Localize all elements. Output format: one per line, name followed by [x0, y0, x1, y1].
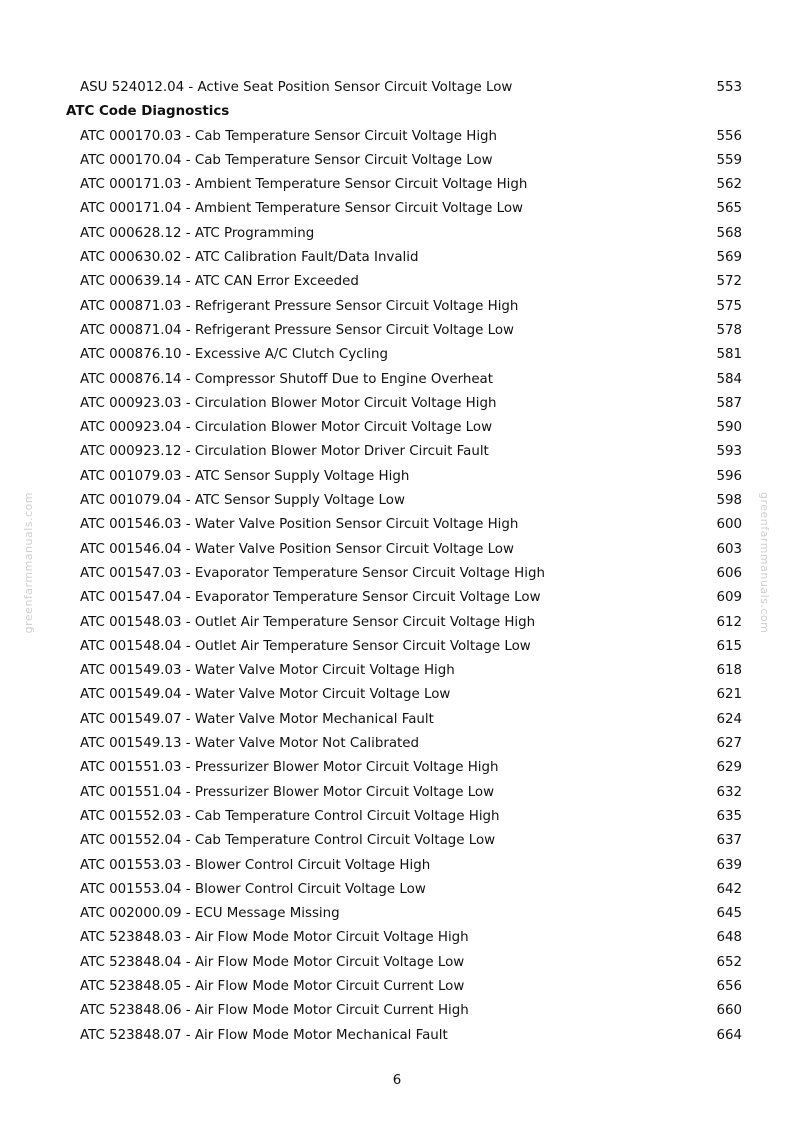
toc-entry[interactable] [0, 854, 794, 878]
toc-entry-title: ATC 001551.04 - Pressurizer Blower Motor Circuit Voltage Low [80, 784, 495, 800]
toc-entry[interactable] [0, 951, 794, 975]
toc-entry-page: 590 [716, 420, 742, 436]
toc-entry-title: ATC 000876.14 - Compressor Shutoff Due to Engine Overheat [80, 371, 494, 387]
toc-entry[interactable] [0, 197, 794, 221]
toc-entry-page: 612 [716, 614, 742, 630]
toc-entry-title: ATC 000876.10 - Excessive A/C Clutch Cycling [80, 347, 388, 363]
toc-entry[interactable] [0, 440, 794, 464]
toc-entry-title: ATC 000871.03 - Refrigerant Pressure Sensor Circuit Voltage High [80, 298, 519, 314]
toc-entry-title: ATC 000639.14 - ATC CAN Error Exceeded [80, 274, 359, 290]
toc-entry-title: ATC 001549.13 - Water Valve Motor Not Calibrated [80, 736, 420, 752]
toc-entry-page: 553 [716, 80, 742, 95]
toc-entry-title: ATC 001552.04 - Cab Temperature Control Circuit Voltage Low [80, 833, 496, 849]
toc-entry[interactable] [0, 902, 794, 926]
toc-entry[interactable] [0, 781, 794, 805]
toc-entry-title: ATC 523848.05 - Air Flow Mode Motor Circuit Current Low [80, 978, 465, 994]
toc-entry-page: 600 [716, 517, 742, 533]
toc-entry-title: ATC 001551.03 - Pressurizer Blower Motor Circuit Voltage High [80, 760, 499, 776]
toc-entry-title: ATC 001547.03 - Evaporator Temperature Sensor Circuit Voltage High [80, 565, 545, 581]
toc-entry-title: ATC 001549.04 - Water Valve Motor Circuit Voltage Low [80, 687, 451, 703]
toc-entry-page: 575 [716, 298, 742, 314]
toc-entry[interactable] [0, 975, 794, 999]
toc-entry-page: 559 [716, 152, 742, 168]
toc-entry-title: ATC 002000.09 - ECU Message Missing [80, 906, 340, 922]
toc-entry-page: 624 [716, 711, 742, 727]
toc-entry-page: 556 [716, 128, 742, 144]
toc-entry-page: 637 [716, 833, 742, 849]
toc-entry-page: 587 [716, 395, 742, 411]
toc-entry-page: 584 [716, 371, 742, 387]
toc-entry-list [0, 125, 794, 1048]
toc-entry-title: ATC 000923.03 - Circulation Blower Motor Circuit Voltage High [80, 395, 497, 411]
toc-entry-title: ATC 001079.04 - ATC Sensor Supply Voltage Low [80, 493, 405, 509]
toc-entry-title: ATC 523848.04 - Air Flow Mode Motor Circuit Voltage Low [80, 954, 465, 970]
toc-entry-page: 639 [716, 857, 742, 873]
toc-entry[interactable] [0, 999, 794, 1023]
toc-entry-title: ASU 524012.04 - Active Seat Position Sensor Circuit Voltage Low [80, 80, 513, 95]
toc-entry-title: ATC 000628.12 - ATC Programming [80, 225, 315, 241]
toc-entry-page: 603 [716, 541, 742, 557]
toc-entry-title: ATC 001546.03 - Water Valve Position Sensor Circuit Voltage High [80, 517, 519, 533]
toc-entry[interactable] [0, 149, 794, 173]
toc-entry-page: 578 [716, 322, 742, 338]
toc-entry-title: ATC 000171.04 - Ambient Temperature Sensor Circuit Voltage Low [80, 201, 523, 217]
toc-entry-title: ATC 001547.04 - Evaporator Temperature Sensor Circuit Voltage Low [80, 590, 541, 606]
toc-entry[interactable] [0, 222, 794, 246]
toc-entry-page: 618 [716, 663, 742, 679]
toc-entry-title: ATC 000630.02 - ATC Calibration Fault/Data Invalid [80, 250, 419, 266]
toc-entry[interactable] [0, 683, 794, 707]
toc-entry[interactable] [0, 76, 794, 100]
toc-entry-title: ATC 523848.07 - Air Flow Mode Motor Mechanical Fault [80, 1027, 448, 1043]
toc-entry-page: 572 [716, 274, 742, 290]
toc-entry-title: ATC 523848.03 - Air Flow Mode Motor Circuit Voltage High [80, 930, 469, 946]
toc-entry-title: ATC 523848.06 - Air Flow Mode Motor Circuit Current High [80, 1003, 469, 1019]
toc-entry[interactable] [0, 489, 794, 513]
toc-entry-page: 596 [716, 468, 742, 484]
toc-entry[interactable] [0, 416, 794, 440]
toc-entry-title: ATC 001552.03 - Cab Temperature Control Circuit Voltage High [80, 808, 500, 824]
toc-entry-page: 615 [716, 638, 742, 654]
toc-entry-page: 593 [716, 444, 742, 460]
toc-entry-page: 627 [716, 736, 742, 752]
toc-entry[interactable] [0, 125, 794, 149]
toc-entry[interactable] [0, 756, 794, 780]
toc-entry-page: 621 [716, 687, 742, 703]
watermark-right: greenfarmmanuals.com [758, 492, 771, 634]
toc-entry-title: ATC 001546.04 - Water Valve Position Sensor Circuit Voltage Low [80, 541, 514, 557]
toc-entry-page: 656 [716, 978, 742, 994]
toc-entry-page: 635 [716, 808, 742, 824]
toc-entry-page: 632 [716, 784, 742, 800]
toc-entry[interactable] [0, 708, 794, 732]
toc-entry[interactable] [0, 270, 794, 294]
toc-entry[interactable] [0, 343, 794, 367]
toc-entry[interactable] [0, 926, 794, 950]
toc-entry[interactable] [0, 538, 794, 562]
toc-entry-page: 652 [716, 954, 742, 970]
toc-entry[interactable] [0, 513, 794, 537]
toc-entry-page: 581 [716, 347, 742, 363]
page-number: 6 [392, 1073, 402, 1088]
table-of-contents [0, 76, 794, 1048]
toc-entry-title: ATC 000170.03 - Cab Temperature Sensor Circuit Voltage High [80, 128, 498, 144]
toc-entry-page: 598 [716, 493, 742, 509]
toc-entry[interactable] [0, 805, 794, 829]
toc-entry-page: 569 [716, 250, 742, 266]
toc-entry[interactable] [0, 732, 794, 756]
toc-entry[interactable] [0, 635, 794, 659]
toc-entry-page: 606 [716, 565, 742, 581]
toc-entry-page: 609 [716, 590, 742, 606]
toc-entry[interactable] [0, 173, 794, 197]
toc-entry-page: 642 [716, 881, 742, 897]
toc-entry-page: 664 [716, 1027, 742, 1043]
toc-entry[interactable] [0, 368, 794, 392]
toc-entry-title: ATC 001549.07 - Water Valve Motor Mechanical Fault [80, 711, 434, 727]
toc-entry[interactable] [0, 611, 794, 635]
toc-entry[interactable] [0, 829, 794, 853]
toc-entry-title: ATC 001548.04 - Outlet Air Temperature Sensor Circuit Voltage Low [80, 638, 531, 654]
toc-entry-page: 660 [716, 1003, 742, 1019]
toc-entry-title: ATC 001549.03 - Water Valve Motor Circuit Voltage High [80, 663, 455, 679]
toc-entry[interactable] [0, 562, 794, 586]
toc-entry-title: ATC 000923.04 - Circulation Blower Motor Circuit Voltage Low [80, 420, 493, 436]
toc-entry[interactable] [0, 878, 794, 902]
toc-entry-page: 648 [716, 930, 742, 946]
toc-entry[interactable] [0, 295, 794, 319]
toc-entry-title: ATC 001553.04 - Blower Control Circuit Voltage Low [80, 881, 426, 897]
toc-entry-page: 562 [716, 177, 742, 193]
toc-entry-title: ATC 001079.03 - ATC Sensor Supply Voltage High [80, 468, 410, 484]
toc-entry-page: 568 [716, 225, 742, 241]
toc-entry-title: ATC 001548.03 - Outlet Air Temperature Sensor Circuit Voltage High [80, 614, 536, 630]
toc-entry-title: ATC 001553.03 - Blower Control Circuit Voltage High [80, 857, 431, 873]
toc-entry[interactable] [0, 319, 794, 343]
toc-entry-page: 565 [716, 201, 742, 217]
section-heading [0, 100, 794, 124]
toc-entry-title: ATC 000170.04 - Cab Temperature Sensor Circuit Voltage Low [80, 152, 493, 168]
section-heading-text: ATC Code Diagnostics [66, 104, 230, 120]
toc-entry[interactable] [0, 392, 794, 416]
toc-entry-title: ATC 000171.03 - Ambient Temperature Sensor Circuit Voltage High [80, 177, 528, 193]
toc-entry-title: ATC 000871.04 - Refrigerant Pressure Sensor Circuit Voltage Low [80, 322, 515, 338]
toc-entry-page: 629 [716, 760, 742, 776]
toc-entry[interactable] [0, 465, 794, 489]
toc-entry-page: 645 [716, 906, 742, 922]
toc-entry[interactable] [0, 1024, 794, 1048]
toc-entry-title: ATC 000923.12 - Circulation Blower Motor Driver Circuit Fault [80, 444, 489, 460]
toc-entry[interactable] [0, 659, 794, 683]
watermark-left: greenfarmmanuals.com [22, 492, 35, 634]
toc-entry[interactable] [0, 586, 794, 610]
toc-entry[interactable] [0, 246, 794, 270]
